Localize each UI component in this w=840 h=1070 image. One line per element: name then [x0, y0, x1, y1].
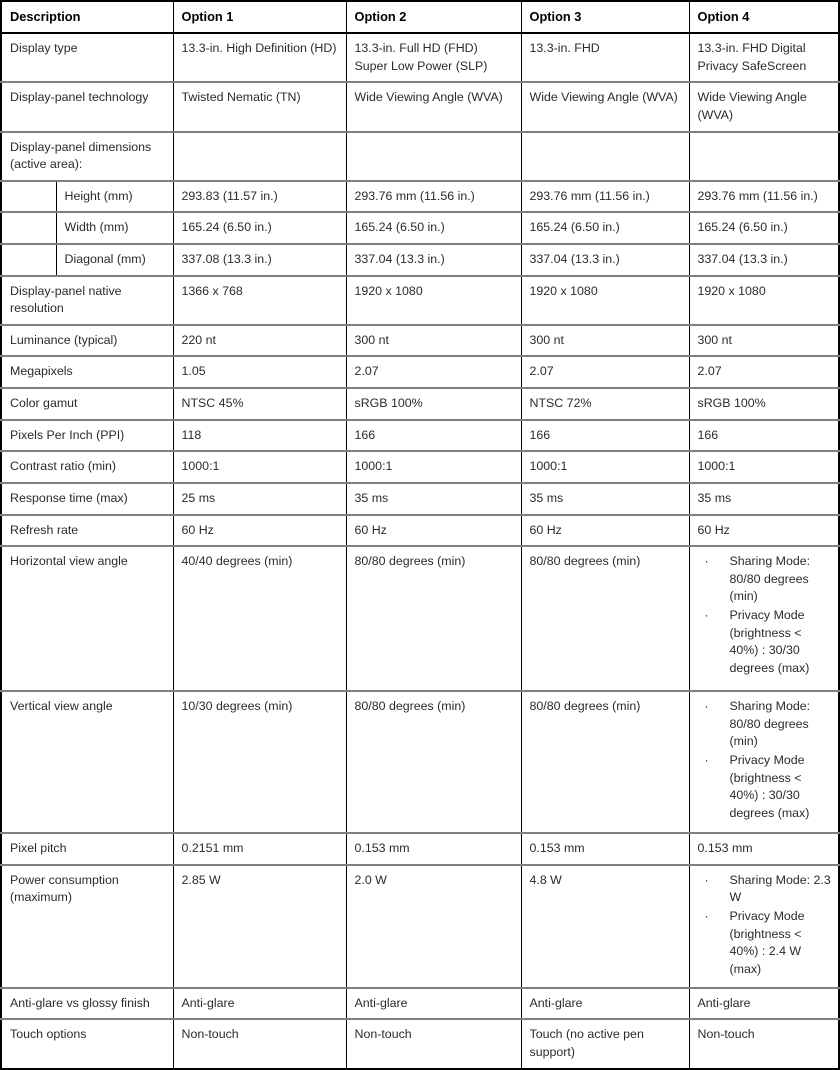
row-value-option-4 — [689, 691, 839, 833]
table-row — [1, 1019, 839, 1068]
table-row — [1, 546, 839, 691]
column-header-option-3: Option 3 — [521, 1, 689, 33]
bullet-list — [698, 698, 832, 822]
row-value-option-2: 2.0 W — [346, 865, 521, 988]
row-label: Luminance (typical) — [1, 325, 173, 357]
list-item-label: Sharing Mode: 2.3 W — [729, 872, 831, 905]
row-indent-spacer — [1, 244, 56, 276]
row-label: Vertical view angle — [1, 691, 173, 833]
row-indent-spacer — [1, 181, 56, 213]
row-value-option-2: 1000:1 — [346, 451, 521, 483]
row-value-option-3: Wide Viewing Angle (WVA) — [521, 82, 689, 131]
row-value-option-1: 25 ms — [173, 483, 346, 515]
table-row — [1, 483, 839, 515]
table-row — [1, 451, 839, 483]
table-row — [1, 865, 839, 988]
row-value-option-4: 165.24 (6.50 in.) — [689, 212, 839, 244]
row-value-option-1: Twisted Nematic (TN) — [173, 82, 346, 131]
table-row — [1, 212, 839, 244]
row-label: Anti-glare vs glossy finish — [1, 988, 173, 1020]
row-label: Megapixels — [1, 356, 173, 388]
bullet-icon: · — [704, 554, 709, 569]
row-value-option-3: Touch (no active pen support) — [521, 1019, 689, 1068]
row-value-option-4: sRGB 100% — [689, 388, 839, 420]
list-item — [698, 908, 832, 978]
row-value-option-3 — [521, 132, 689, 181]
row-value-option-3: 293.76 mm (11.56 in.) — [521, 181, 689, 213]
row-value-option-2: 0.153 mm — [346, 833, 521, 865]
row-value-option-1: 1000:1 — [173, 451, 346, 483]
row-value-option-2: Wide Viewing Angle (WVA) — [346, 82, 521, 131]
row-value-option-4: 1000:1 — [689, 451, 839, 483]
row-value-option-1: 60 Hz — [173, 515, 346, 547]
row-value-option-2: 60 Hz — [346, 515, 521, 547]
table-row — [1, 181, 839, 213]
table-row — [1, 33, 839, 82]
table-row — [1, 515, 839, 547]
row-value-option-3: 2.07 — [521, 356, 689, 388]
row-value-option-2: Anti-glare — [346, 988, 521, 1020]
row-value-option-3: 60 Hz — [521, 515, 689, 547]
row-value-option-3: Anti-glare — [521, 988, 689, 1020]
row-label: Display-panel technology — [1, 82, 173, 131]
table-row — [1, 325, 839, 357]
column-header-option-1: Option 1 — [173, 1, 346, 33]
row-value-option-4: 13.3-in. FHD Digital Privacy SafeScreen — [689, 33, 839, 82]
table-row — [1, 244, 839, 276]
row-value-option-3: NTSC 72% — [521, 388, 689, 420]
row-label: Power consumption (maximum) — [1, 865, 173, 988]
list-item — [698, 607, 832, 677]
column-header-option-4: Option 4 — [689, 1, 839, 33]
row-label: Pixel pitch — [1, 833, 173, 865]
row-value-option-2: 13.3-in. Full HD (FHD) Super Low Power (SLP) — [346, 33, 521, 82]
row-value-option-4: 60 Hz — [689, 515, 839, 547]
row-value-option-2: 1920 x 1080 — [346, 276, 521, 325]
row-value-option-2: 337.04 (13.3 in.) — [346, 244, 521, 276]
row-value-option-1: 337.08 (13.3 in.) — [173, 244, 346, 276]
row-value-option-3: 35 ms — [521, 483, 689, 515]
row-label: Pixels Per Inch (PPI) — [1, 420, 173, 452]
row-value-option-4 — [689, 132, 839, 181]
row-value-option-3: 4.8 W — [521, 865, 689, 988]
row-value-option-3: 1000:1 — [521, 451, 689, 483]
row-value-option-1: 2.85 W — [173, 865, 346, 988]
table-row — [1, 132, 839, 181]
bullet-list — [698, 872, 832, 979]
row-value-option-4: Non-touch — [697, 1027, 755, 1042]
row-value-option-1: 40/40 degrees (min) — [173, 546, 346, 691]
bullet-list — [698, 553, 832, 677]
row-value-option-3: 300 nt — [521, 325, 689, 357]
row-value-option-3: 0.153 mm — [521, 833, 689, 865]
row-value-option-1 — [173, 132, 346, 181]
row-value-option-1: 293.83 (11.57 in.) — [173, 181, 346, 213]
row-value-option-1: 0.2151 mm — [173, 833, 346, 865]
row-value-option-4: 293.76 mm (11.56 in.) — [689, 181, 839, 213]
row-value-option-4: 300 nt — [689, 325, 839, 357]
row-value-option-1: 165.24 (6.50 in.) — [173, 212, 346, 244]
header-row — [1, 1, 839, 33]
list-item-label: Privacy Mode (brightness < 40%) : 2.4 W (max) — [729, 908, 805, 976]
bullet-icon: · — [704, 607, 709, 622]
list-item-label: Privacy Mode (brightness < 40%) : 30/30 degrees (max) — [729, 607, 810, 675]
list-item — [698, 752, 832, 822]
row-label: Horizontal view angle — [1, 546, 173, 691]
row-value-option-1: 13.3-in. High Definition (HD) — [173, 33, 346, 82]
list-item-label: Privacy Mode (brightness < 40%) : 30/30 degrees (max) — [729, 752, 810, 820]
table-row — [1, 420, 839, 452]
row-value-option-2: sRGB 100% — [346, 388, 521, 420]
row-label: Contrast ratio (min) — [1, 451, 173, 483]
bullet-icon: · — [704, 872, 709, 887]
table-row — [1, 691, 839, 833]
table-row — [1, 82, 839, 131]
row-indent-spacer — [1, 212, 56, 244]
row-label: Width (mm) — [56, 212, 173, 244]
row-value-option-1: 118 — [173, 420, 346, 452]
row-value-option-1: 1366 x 768 — [173, 276, 346, 325]
row-value-option-2: 2.07 — [346, 356, 521, 388]
row-value-option-3: 13.3-in. FHD — [521, 33, 689, 82]
table-row — [1, 356, 839, 388]
row-value-option-1: 10/30 degrees (min) — [173, 691, 346, 833]
row-label: Refresh rate — [1, 515, 173, 547]
row-value-option-2: 293.76 mm (11.56 in.) — [346, 181, 521, 213]
bullet-icon: · — [704, 699, 709, 714]
table-header — [1, 1, 839, 33]
row-value-option-4: Anti-glare — [689, 988, 839, 1020]
row-value-option-1: 1.05 — [173, 356, 346, 388]
row-label: Touch options — [1, 1019, 173, 1068]
table-row — [1, 276, 839, 325]
row-value-option-2: 165.24 (6.50 in.) — [346, 212, 521, 244]
row-value-option-4: 1920 x 1080 — [689, 276, 839, 325]
row-label: Response time (max) — [1, 483, 173, 515]
row-label: Display-panel dimensions (active area): — [1, 132, 173, 181]
row-value-option-4: 0.153 mm — [689, 833, 839, 865]
row-value-option-2: Non-touch — [346, 1019, 521, 1068]
row-value-option-3: 1920 x 1080 — [521, 276, 689, 325]
row-value-option-1: Anti-glare — [173, 988, 346, 1020]
row-value-option-4: 35 ms — [689, 483, 839, 515]
row-value-option-4 — [689, 865, 839, 988]
list-item-label: Sharing Mode: 80/80 degrees (min) — [729, 554, 811, 604]
row-value-option-4 — [689, 546, 839, 691]
list-item-label: Sharing Mode: 80/80 degrees (min) — [729, 699, 811, 749]
row-value-option-1: NTSC 45% — [173, 388, 346, 420]
row-value-option-1: 220 nt — [173, 325, 346, 357]
row-value-option-3: 166 — [521, 420, 689, 452]
row-value-option-2 — [346, 132, 521, 181]
column-header-option-2: Option 2 — [346, 1, 521, 33]
row-label: Color gamut — [1, 388, 173, 420]
row-label: Display type — [1, 33, 173, 82]
table-row — [1, 833, 839, 865]
list-item — [698, 553, 832, 606]
row-value-option-4: 337.04 (13.3 in.) — [689, 244, 839, 276]
column-header-description: Description — [1, 1, 173, 33]
row-value-option-3: 80/80 degrees (min) — [521, 691, 689, 833]
table-body — [1, 33, 839, 1068]
list-item — [698, 872, 832, 907]
row-value-option-2: 80/80 degrees (min) — [346, 691, 521, 833]
row-value-option-2: 300 nt — [346, 325, 521, 357]
row-value-option-1: Non-touch — [173, 1019, 346, 1068]
table-row — [1, 988, 839, 1020]
table-row — [1, 388, 839, 420]
row-value-option-4: Wide Viewing Angle (WVA) — [689, 82, 839, 131]
row-value-option-3: 80/80 degrees (min) — [521, 546, 689, 691]
row-value-option-2: 35 ms — [346, 483, 521, 515]
row-value-option-4: 166 — [689, 420, 839, 452]
row-value-option-2: 166 — [346, 420, 521, 452]
list-item — [698, 698, 832, 751]
row-value-option-3: 337.04 (13.3 in.) — [521, 244, 689, 276]
row-label: Height (mm) — [56, 181, 173, 213]
bullet-icon: · — [704, 908, 709, 923]
row-value-option-4: 2.07 — [689, 356, 839, 388]
bullet-icon: · — [704, 752, 709, 767]
row-value-option-3: 165.24 (6.50 in.) — [521, 212, 689, 244]
row-label: Display-panel native resolution — [1, 276, 173, 325]
row-value-option-2: 80/80 degrees (min) — [346, 546, 521, 691]
row-label: Diagonal (mm) — [56, 244, 173, 276]
